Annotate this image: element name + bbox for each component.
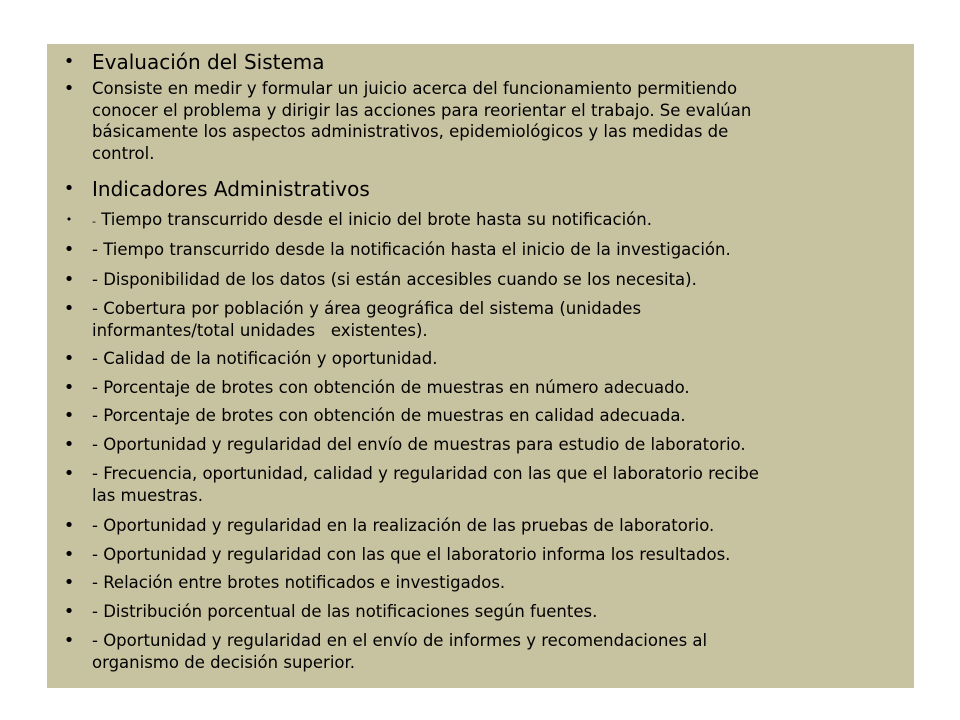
bullet-icon: • <box>63 515 75 536</box>
text-line: básicamente los aspectos administrativos, epidemiológicos y las medidas de <box>92 122 729 141</box>
indicator-item <box>47 348 914 370</box>
text-line: informantes/total unidades existentes). <box>92 320 428 340</box>
bullet-icon: • <box>63 601 75 622</box>
bullet-icon: • <box>63 377 75 398</box>
text-line: - Oportunidad y regularidad del envío de muestras para estudio de laboratorio. <box>92 435 746 454</box>
text-line: - Oportunidad y regularidad con las que el laboratorio informa los resultados. <box>92 545 731 564</box>
indicator-item <box>47 405 914 427</box>
indicator-item <box>47 463 914 507</box>
bullet-icon: • <box>63 348 75 369</box>
text-line: Consiste en medir y formular un juicio acerca del funcionamiento permitiendo <box>92 79 738 98</box>
heading-indicadores <box>47 178 914 200</box>
text-line: - Oportunidad y regularidad en la realización de las pruebas de laboratorio. <box>92 516 715 535</box>
indicator-item <box>47 601 914 623</box>
bullet-icon: • <box>63 78 75 99</box>
heading-text: Evaluación del Sistema <box>92 50 325 74</box>
indicator-text <box>92 377 902 399</box>
indicator-text <box>92 269 902 291</box>
bullet-icon: • <box>63 178 75 199</box>
indicator-text <box>92 515 902 537</box>
indicator-item <box>47 377 914 399</box>
indicator-item <box>47 544 914 566</box>
bullet-icon: • <box>63 405 75 426</box>
intro-paragraph <box>47 78 914 164</box>
bullet-icon: • <box>63 630 75 651</box>
text-line: - Porcentaje de brotes con obtención de muestras en calidad adecuada. <box>92 406 686 425</box>
indicator-text <box>92 239 902 261</box>
text-line: - Porcentaje de brotes con obtención de muestras en número adecuado. <box>92 378 690 397</box>
indicator-item <box>47 572 914 594</box>
text-line: conocer el problema y dirigir las acciones para reorientar el trabajo. Se evalúan <box>92 100 752 120</box>
bullet-icon: • <box>63 51 75 72</box>
bullet-icon: • <box>63 298 75 319</box>
bullet-icon: • <box>63 544 75 565</box>
bullet-icon: • <box>65 213 73 226</box>
text-line: - Disponibilidad de los datos (si están accesibles cuando se los necesita). <box>92 270 697 289</box>
indicator-text <box>92 544 902 566</box>
indicator-text <box>92 348 902 370</box>
indicator-text <box>92 630 902 673</box>
indicator-item <box>47 209 914 231</box>
indicator-item <box>47 434 914 456</box>
indicator-text <box>92 463 902 506</box>
text-line: control. <box>92 143 155 163</box>
indicator-text <box>92 601 902 623</box>
indicator-item <box>47 269 914 291</box>
text-line: - Oportunidad y regularidad en el envío de informes y recomendaciones al <box>92 631 708 650</box>
text-line: las muestras. <box>92 485 204 505</box>
indicator-text <box>92 209 902 233</box>
indicator-text <box>92 434 902 456</box>
indicator-text <box>92 572 902 594</box>
text-line: - Tiempo transcurrido desde la notificación hasta el inicio de la investigación. <box>92 240 731 259</box>
bullet-icon: • <box>63 463 75 484</box>
indicator-text <box>92 298 902 341</box>
indicator-item <box>47 239 914 261</box>
intro-text <box>92 78 902 164</box>
text-line: Tiempo transcurrido desde el inicio del brote hasta su notificación. <box>95 210 652 229</box>
text-line: - Frecuencia, oportunidad, calidad y regularidad con las que el laboratorio recibe <box>92 464 759 483</box>
bullet-icon: • <box>63 434 75 455</box>
indicator-text <box>92 405 902 427</box>
bullet-icon: • <box>63 269 75 290</box>
dash: - <box>92 215 96 228</box>
heading-evaluacion <box>47 51 914 73</box>
text-line: - Calidad de la notificación y oportunidad. <box>92 349 438 368</box>
text-line: - Cobertura por población y área geográfica del sistema (unidades <box>92 299 642 318</box>
indicator-item <box>47 515 914 537</box>
indicator-item <box>47 298 914 342</box>
text-line: - Relación entre brotes notificados e investigados. <box>92 573 506 592</box>
bullet-icon: • <box>63 239 75 260</box>
text-line: organismo de decisión superior. <box>92 652 356 672</box>
text-line: - Distribución porcentual de las notificaciones según fuentes. <box>92 602 598 621</box>
content-panel <box>47 44 914 688</box>
heading-text: Indicadores Administrativos <box>92 177 370 201</box>
indicator-item <box>47 630 914 674</box>
bullet-icon: • <box>63 572 75 593</box>
